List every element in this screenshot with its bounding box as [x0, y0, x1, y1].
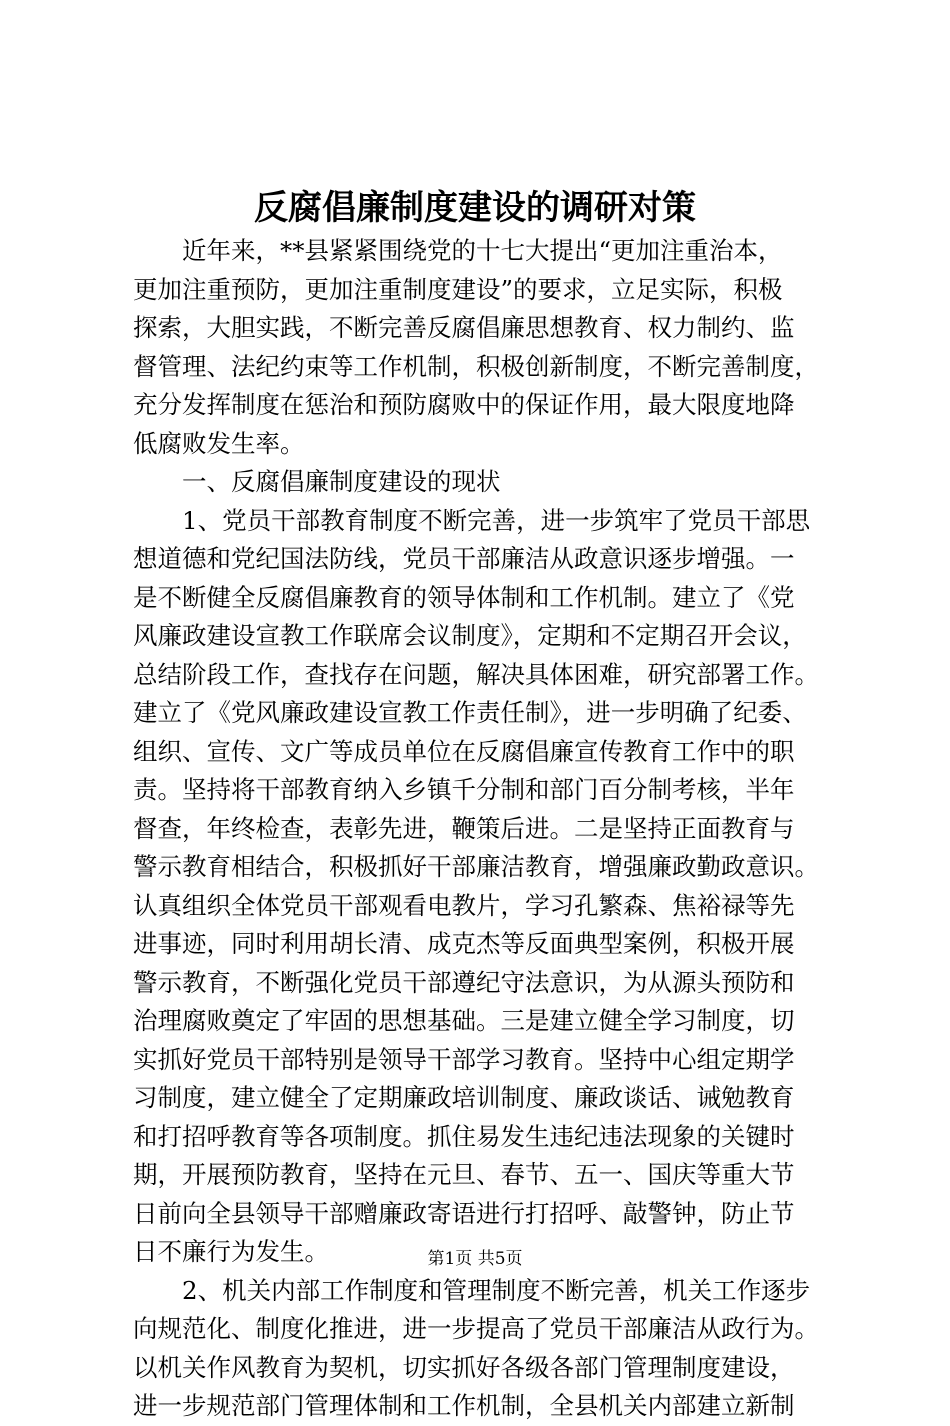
body-line: 进事迹，同时利用胡长清、成克杰等反面典型案例，积极开展 [133, 929, 795, 958]
body-line: 和打招呼教育等各项制度。抓住易发生违纪违法现象的关键时 [133, 1121, 795, 1151]
body-line: 日前向全县领导干部赠廉政寄语进行打招呼、敲警钟，防止节 [133, 1198, 795, 1228]
body-line: 总结阶段工作，查找存在问题，解决具体困难，研究部署工作。 [133, 659, 819, 689]
body-line: 习制度，建立健全了定期廉政培训制度、廉政谈话、诫勉教育 [133, 1083, 795, 1112]
document-title: 反腐倡廉制度建设的调研对策 [254, 188, 696, 228]
body-line: 进一步规范部门管理体制和工作机制，全县机关内部建立新制 [133, 1391, 795, 1420]
body-line: 近年来，**县紧紧围绕党的十七大提出“更加注重治本， [133, 236, 783, 265]
section-heading: 一、反腐倡廉制度建设的现状 [133, 467, 501, 496]
body-line: 督管理、法纪约束等工作机制，积极创新制度，不断完善制度， [133, 351, 819, 381]
body-line: 期，开展预防教育，坚持在元旦、春节、五一、国庆等重大节 [133, 1160, 795, 1189]
body-line: 是不断健全反腐倡廉教育的领导体制和工作机制。建立了《党 [133, 582, 795, 612]
body-line: 1、党员干部教育制度不断完善，进一步筑牢了党员干部思 [133, 505, 811, 535]
body-line: 以机关作风教育为契机，切实抓好各级各部门管理制度建设， [133, 1352, 795, 1382]
body-line: 2、机关内部工作制度和管理制度不断完善，机关工作逐步 [133, 1275, 811, 1305]
body-line: 实抓好党员干部特别是领导干部学习教育。坚持中心组定期学 [133, 1044, 795, 1074]
page-footer: 第1页 共5页 [427, 1249, 523, 1269]
body-line: 建立了《党风廉政建设宣教工作责任制》，进一步明确了纪委、 [133, 698, 807, 727]
body-line: 日不廉行为发生。 [133, 1237, 329, 1266]
body-line: 责。坚持将干部教育纳入乡镇千分制和部门百分制考核，半年 [133, 775, 795, 804]
body-line: 想道德和党纪国法防线，党员干部廉洁从政意识逐步增强。一 [133, 544, 795, 573]
body-line: 充分发挥制度在惩治和预防腐败中的保证作用，最大限度地降 [133, 390, 795, 419]
body-line: 认真组织全体党员干部观看电教片，学习孔繁森、焦裕禄等先 [133, 890, 795, 920]
body-line: 风廉政建设宣教工作联席会议制度》，定期和不定期召开会议， [133, 621, 807, 650]
body-line: 探索，大胆实践，不断完善反腐倡廉思想教育、权力制约、监 [133, 313, 795, 342]
body-line: 向规范化、制度化推进，进一步提高了党员干部廉洁从政行为。 [133, 1314, 819, 1343]
body-line: 督查，年终检查，表彰先进，鞭策后进。二是坚持正面教育与 [133, 813, 795, 843]
body-line: 警示教育相结合，积极抓好干部廉洁教育，增强廉政勤政意识。 [133, 852, 819, 881]
body-line: 低腐败发生率。 [133, 428, 305, 458]
body-line: 组织、宣传、文广等成员单位在反腐倡廉宣传教育工作中的职 [133, 736, 795, 766]
body-line: 警示教育，不断强化党员干部遵纪守法意识，为从源头预防和 [133, 967, 795, 997]
body-line: 更加注重预防，更加注重制度建设”的要求，立足实际，积极 [133, 274, 783, 304]
body-line: 治理腐败奠定了牢固的思想基础。三是建立健全学习制度，切 [133, 1006, 795, 1035]
